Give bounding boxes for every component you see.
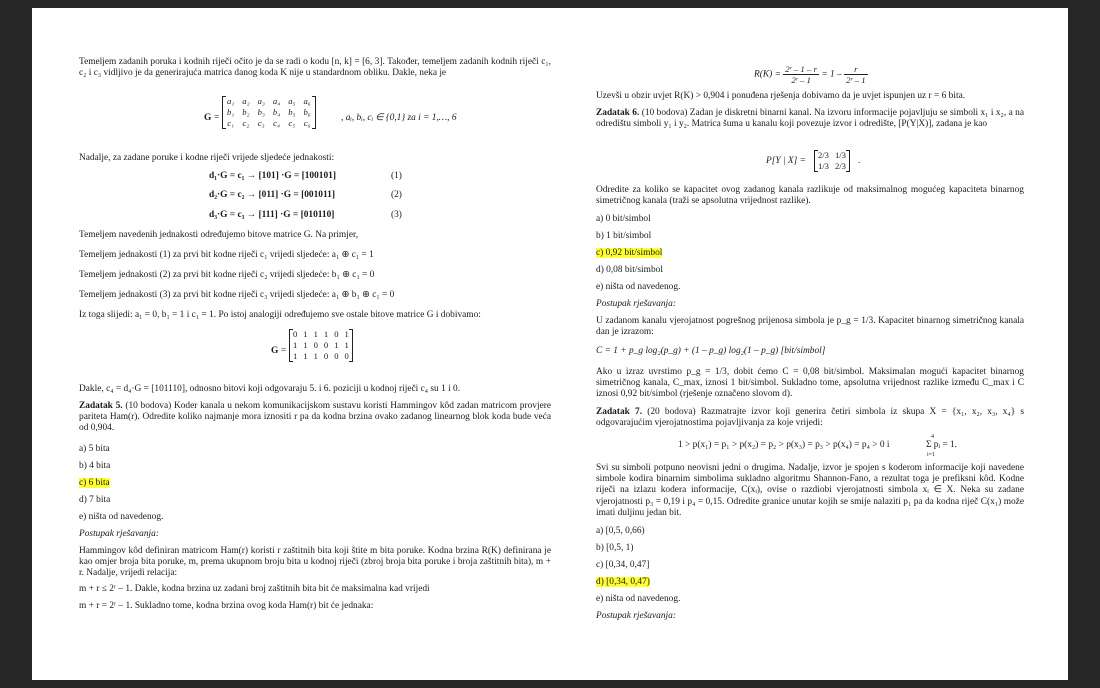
task-6-option-d: d) 0,08 bit/simbol [596,265,663,275]
paragraph-eq2-bit: Temeljem jednakosti (2) za prvi bit kodne riječi c₂ vrijedi sljedeće: b₁ ⊕ c₁ = 0 [79,270,375,280]
task-5-option-e: e) ništa od navedenog. [79,512,164,522]
task-6-title: Zadatak 6. [596,108,640,118]
matrix-cell: 0 [323,340,329,350]
equation-2-number: (2) [391,190,402,200]
paragraph-equalities-intro: Nadalje, za zadane poruke i kodne riječi vrijede sljedeće jednakosti: [79,153,335,163]
task-5-text: (10 bodova) Koder kanala u nekom komunikacijskom sustavu koristi Hammingov kôd zadan matricom provjere pariteta Ham(r). Odredite koliko najmanje mora iznositi r pa da kodna brzina ovako zadanog linearnog blok koda bude veća od 0,904. [79,401,552,434]
matrix-cell: a₅ [288,96,296,106]
task-5-option-d: d) 7 bita [79,495,111,505]
equals-sign: = [281,346,287,356]
task-6-text: (10 bodova) Zadan je diskretni binarni kanal. Na izvoru informacije pojavljuju se simboli x₁ i x₂, a na odredištu simboli y₁ i y₂. Matrica šuma u kanalu koji povezuje izvor i odredište, [P(Y|X)], zadana je kao [596,108,1025,130]
capacity-equation: C = 1 + p_g log₂(p_g) + (1 – p_g) log₂(1 – p_g) [bit/simbol] [596,346,826,356]
matrix-cell: a₆ [303,96,311,106]
solution-heading: Postupak rješavanja: [596,611,676,621]
paragraph-c4: Dakle, c₄ = d₄·G = [101110], odnosno bitovi koji odgovaraju 5. i 6. poziciji u kodnoj riječi c₄ su 1 i 0. [79,384,461,394]
code-rate-lhs: R(K) = [754,69,781,80]
fraction-1-denominator: 2ʳ – 1 [791,75,811,85]
matrix-cell: 1 [303,351,308,361]
equals-sign: = [214,113,220,123]
matrix-cell: 1 [334,340,339,350]
noise-matrix-label: P[Y | X] = [766,156,806,166]
task-7-option-e: e) ništa od navedenog. [596,594,681,604]
task-7 [596,407,1024,429]
matrix-cell: 0 [334,329,339,339]
matrix-cell: c₃ [257,118,265,128]
matrix-cell: b₁ [227,107,235,117]
sum-upper-limit: 4 [931,434,934,440]
fraction-2-numerator: r [844,64,868,75]
matrix-cell: 1 [303,329,308,339]
probability-inequality: 1 > p(x₁) = p₁ > p(x₂) = p₂ > p(x₃) = p₃ > p(x₄) = p₄ > 0 i [678,440,890,450]
matrix-g-numeric [289,329,353,362]
matrix-cell: 1 [323,329,329,339]
matrix-cell: 0 [334,351,339,361]
highlighted-answer: d) [0,34, 0,47) [596,577,650,587]
matrix-cell: 1/3 [834,150,846,160]
paragraph-condition-met: Uzevši u obzir uvjet R(K) > 0,904 i ponuđena rješenja dobivamo da je uvjet ispunjen uz r = 6 bita. [596,91,966,101]
highlighted-answer: c) 6 bita [79,478,110,488]
matrix-cell: 0 [293,329,298,339]
highlighted-answer: c) 0,92 bit/simbol [596,248,663,258]
matrix-cell: 1 [303,340,308,350]
equation-1-number: (1) [391,171,402,181]
matrix-cell: b₅ [288,107,296,117]
matrix-cell: c₁ [227,118,235,128]
task-6-option-a: a) 0 bit/simbol [596,214,651,224]
matrix-cell: 0 [323,351,329,361]
matrix-cell: 0 [313,340,318,350]
document-page [32,8,1068,680]
matrix-cell: 1 [293,340,298,350]
noise-matrix [814,150,850,172]
paragraph-capacity-result: Ako u izraz uvrstimo p_g = 1/3, dobit ćemo C = 0,08 bit/simbol. Maksimalan mogući kapacitet binarnog simetričnog kanala, C_max, iznosi 1 bit/simbol. Sukladno tome, apsolutna vrijednost razlike između C_max i C iznosi 0,92 bit/simbol (rješenje označeno slovom d). [596,367,1024,400]
task-5-option-a: a) 5 bita [79,444,110,454]
task-6-option-c [596,248,1024,259]
equation-1: d₁·G = c₁ → [101] ·G = [100101] [209,171,336,181]
task-7-title: Zadatak 7. [596,407,643,417]
paragraph-determine-bits: Temeljem navedenih jednakosti određujemo bitove matrice G. Na primjer, [79,230,359,240]
matrix-cell: 0 [344,351,349,361]
matrix-cell: a₁ [227,96,235,106]
task-5-option-c [79,478,551,489]
sum-expression: Σ pᵢ = 1. [926,440,958,450]
matrix-cell: 1/3 [818,161,829,171]
task-5-title: Zadatak 5. [79,401,123,411]
task-7-option-b: b) [0,5, 1) [596,543,634,553]
task-5 [79,401,551,435]
matrix-g2-label: G [271,346,279,356]
task-7-option-c: c) [0,34, 0,47] [596,560,650,570]
task-5-option-b: b) 4 bita [79,461,111,471]
matrix-cell: b₂ [242,107,250,117]
task-7-option-a: a) [0,5, 0,66) [596,526,645,536]
matrix-cell: b₄ [272,107,281,117]
fraction-1-numerator: 2ʳ – 1 – r [785,64,818,74]
matrix-cell: a₂ [242,96,250,106]
matrix-g-symbolic [222,96,316,129]
paragraph-code-rate: m + r = 2ʳ – 1. Sukladno tome, kodna brzina ovog koda Ham(r) bit će jednaka: [79,601,374,611]
matrix-cell: 1 [313,351,318,361]
matrix-g-condition: , aᵢ, bᵢ, cᵢ ∈ {0,1} za i = 1,…, 6 [341,113,457,123]
matrix-cell: a₄ [272,96,281,106]
task-7-text: (20 bodova) Razmatrajte izvor koji generira četiri simbola iz skupa X = {x₁, x₂, x₃, x₄} s odgovarajućim vjerojatnostima pojavljivanja za koje vrijedi: [596,407,1025,429]
task-6-option-e: e) ništa od navedenog. [596,282,681,292]
paragraph-error-prob: U zadanom kanalu vjerojatnost pogrešnog prijenosa simbola je p_g = 1/3. Kapacitet binarnog simetričnog kanala dan je izrazom: [596,316,1024,338]
matrix-cell: c₂ [242,118,250,128]
fraction-2 [844,64,868,85]
task-6 [596,108,1024,130]
paragraph-capacity-question: Odredite za koliko se kapacitet ovog zadanog kanala razlikuje od maksimalnog mogućeg kapaciteta binarnog simetričnog kanala (traži se apsolutna vrijednost razlike). [596,185,1024,207]
period: . [858,156,861,166]
task-6-option-b: b) 1 bit/simbol [596,231,652,241]
matrix-cell: b₆ [303,107,311,117]
paragraph-result-bits: Iz toga slijedi: a₁ = 0, b₁ = 1 i c₁ = 1. Po istoj analogiji određujemo sve ostale bitove matrice G i dobivamo: [79,310,481,320]
solution-heading: Postupak rješavanja: [79,529,159,539]
sum-lower-limit: i=1 [927,452,936,458]
matrix-cell: 2/3 [818,150,829,160]
matrix-cell: 2/3 [834,161,846,171]
matrix-cell: a₃ [257,96,265,106]
fraction-1 [783,64,819,85]
matrix-cell: c₅ [288,118,296,128]
paragraph-eq3-bit: Temeljem jednakosti (3) za prvi bit kodne riječi c₃ vrijedi sljedeće: a₁ ⊕ b₁ ⊕ c₁ = 0 [79,290,395,300]
matrix-cell: b₃ [257,107,265,117]
equation-3: d₃·G = c₃ → [111] ·G = [010110] [209,210,335,220]
paragraph-relation: m + r ≤ 2ʳ – 1. Dakle, kodna brzina uz zadani broj zaštitnih bita bit će maksimalna kad vrijedi [79,584,430,594]
matrix-cell: 1 [344,329,349,339]
matrix-cell: c₆ [303,118,311,128]
fraction-2-denominator: 2ʳ – 1 [846,75,866,85]
matrix-cell: 1 [293,351,298,361]
code-rate-middle: = 1 – [821,69,842,80]
matrix-cell: 1 [313,329,318,339]
matrix-g-label: G [204,113,212,123]
paragraph-eq1-bit: Temeljem jednakosti (1) za prvi bit kodne riječi c₁ vrijedi sljedeće: a₁ ⊕ c₁ = 1 [79,250,374,260]
matrix-cell: c₄ [273,118,280,128]
solution-heading: Postupak rješavanja: [596,299,676,309]
task-7-option-d [596,577,1024,588]
paragraph-hamming: Hammingov kôd definiran matricom Ham(r) koristi r zaštitnih bita koji štite m bita poruke. Kodna brzina R(K) definirana je kao omjer broja bita poruke, m, prema ukupnom broju bita u kodnoj riječi (zbroj broja bita poruke i broja zaštitnih bita), m + r. Nadalje, vrijedi relacija: [79,546,551,579]
paragraph-shannon-fano: Svi su simboli potpuno neovisni jedni o drugima. Nadalje, izvor je spojen s koderom informacije koji navedene simbole kodira binarnim simbolima sukladno algoritmu Shannon-Fano, a rezultat toga je prefiksni kôd. Kodne riječi na izlazu kodera informacije, C(xᵢ), ovise o razdiobi vjerojatnosti simbola xᵢ ∈ X. Neka su zadane vjerojatnosti p₃ = 0,19 i p₄ = 0,15. Odredite granice unutar kojih se smije nalaziti p₁ pa da kodna riječ C(x₁) može imati duljinu jedan bit. [596,463,1024,518]
equation-3-number: (3) [391,210,402,220]
code-rate-equation [754,64,868,85]
paragraph-code-intro: Temeljem zadanih poruka i kodnih riječi očito je da se radi o kodu [n, k] = [6, 3]. Također, temeljem zadanih kodnih riječi c₁, c₂ i c₃ vidljivo je da generirajuća matrica danog koda K nije u standardnom obliku. Dakle, neka je [79,57,551,79]
equation-2: d₂·G = c₂ → [011] ·G = [001011] [209,190,335,200]
matrix-cell: 1 [344,340,349,350]
